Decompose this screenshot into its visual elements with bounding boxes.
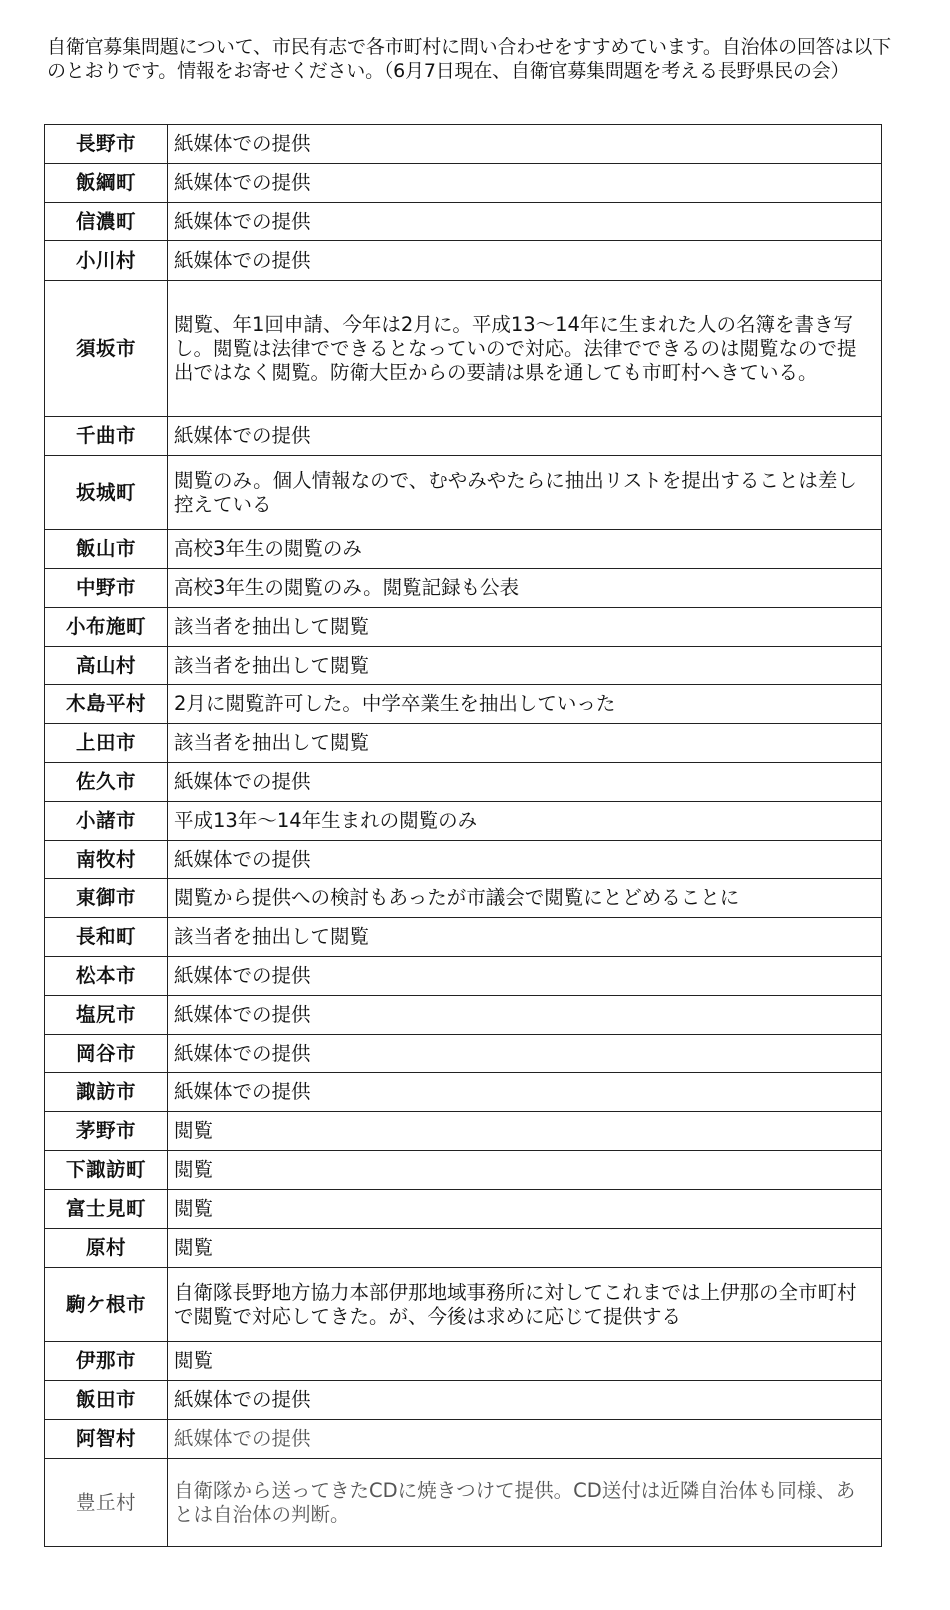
response-text: 紙媒体での提供 xyxy=(168,203,882,241)
municipality-name: 塩尻市 xyxy=(45,996,168,1035)
response-text: 紙媒体での提供 xyxy=(168,996,882,1035)
response-text: 高校3年生の閲覧のみ xyxy=(168,530,882,569)
table-row xyxy=(45,203,882,241)
table-row xyxy=(45,530,882,569)
table-row xyxy=(45,1268,882,1342)
table-row xyxy=(45,763,882,802)
intro-text: 自衛官募集問題について、市民有志で各市町村に問い合わせをすすめています。自治体の回答は以下のとおりです。情報をお寄せください。（6月7日現在、自衛官募集問題を考える長野県民の会） xyxy=(47,36,891,82)
table-row xyxy=(45,996,882,1035)
municipality-name: 木島平村 xyxy=(45,685,168,724)
table-row xyxy=(45,1229,882,1268)
table-row xyxy=(45,1035,882,1073)
table-row xyxy=(45,569,882,608)
response-text: 自衛隊長野地方協力本部伊那地域事務所に対してこれまでは上伊那の全市町村で閲覧で対応してきた。が、今後は求めに応じて提供する xyxy=(168,1268,882,1342)
municipality-name: 南牧村 xyxy=(45,841,168,879)
municipality-name: 長野市 xyxy=(45,125,168,164)
municipality-name: 伊那市 xyxy=(45,1342,168,1381)
response-text: 平成13年〜14年生まれの閲覧のみ xyxy=(168,802,882,841)
response-text: 紙媒体での提供 xyxy=(168,1073,882,1112)
municipality-name: 中野市 xyxy=(45,569,168,608)
table-row xyxy=(45,957,882,996)
table-row xyxy=(45,1381,882,1420)
response-text: 紙媒体での提供 xyxy=(168,1420,882,1459)
table-row xyxy=(45,647,882,685)
table-row xyxy=(45,281,882,417)
response-text: 紙媒体での提供 xyxy=(168,241,882,281)
municipality-name: 高山村 xyxy=(45,647,168,685)
municipality-name: 坂城町 xyxy=(45,456,168,530)
response-text: 紙媒体での提供 xyxy=(168,1035,882,1073)
municipality-name: 小諸市 xyxy=(45,802,168,841)
response-text: 該当者を抽出して閲覧 xyxy=(168,608,882,647)
table-row xyxy=(45,918,882,957)
table-row xyxy=(45,417,882,456)
municipality-name: 佐久市 xyxy=(45,763,168,802)
response-text: 紙媒体での提供 xyxy=(168,417,882,456)
table-row xyxy=(45,685,882,724)
response-text: 閲覧 xyxy=(168,1229,882,1268)
response-text: 紙媒体での提供 xyxy=(168,164,882,203)
response-text: 紙媒体での提供 xyxy=(168,763,882,802)
response-text: 閲覧 xyxy=(168,1342,882,1381)
municipality-name: 長和町 xyxy=(45,918,168,957)
table-row xyxy=(45,1342,882,1381)
response-text: 紙媒体での提供 xyxy=(168,125,882,164)
municipality-name: 茅野市 xyxy=(45,1112,168,1151)
response-text: 閲覧のみ。個人情報なので、むやみやたらに抽出リストを提出することは差し控えている xyxy=(168,456,882,530)
response-text: 閲覧 xyxy=(168,1112,882,1151)
table-row xyxy=(45,456,882,530)
response-text: 高校3年生の閲覧のみ。閲覧記録も公表 xyxy=(168,569,882,608)
table-row xyxy=(45,802,882,841)
response-text: 閲覧から提供への検討もあったが市議会で閲覧にとどめることに xyxy=(168,879,882,918)
table-row xyxy=(45,1459,882,1547)
municipality-name: 小川村 xyxy=(45,241,168,281)
municipality-name: 下諏訪町 xyxy=(45,1151,168,1190)
municipality-name: 小布施町 xyxy=(45,608,168,647)
response-text: 紙媒体での提供 xyxy=(168,841,882,879)
table-row xyxy=(45,724,882,763)
municipality-name: 東御市 xyxy=(45,879,168,918)
table-row xyxy=(45,125,882,164)
municipality-name: 飯山市 xyxy=(45,530,168,569)
municipality-name: 信濃町 xyxy=(45,203,168,241)
table-row xyxy=(45,608,882,647)
municipality-name: 富士見町 xyxy=(45,1190,168,1229)
response-text: 該当者を抽出して閲覧 xyxy=(168,724,882,763)
municipality-name: 豊丘村 xyxy=(45,1459,168,1547)
response-text: 紙媒体での提供 xyxy=(168,957,882,996)
municipality-response-table xyxy=(44,124,882,1547)
response-text: 紙媒体での提供 xyxy=(168,1381,882,1420)
municipality-name: 上田市 xyxy=(45,724,168,763)
response-text: 閲覧 xyxy=(168,1190,882,1229)
table-row xyxy=(45,241,882,281)
table-row xyxy=(45,1151,882,1190)
response-text: 閲覧、年1回申請、今年は2月に。平成13〜14年に生まれた人の名簿を書き写し。閲覧は法律でできるとなっていので対応。法律でできるのは閲覧なので提出ではなく閲覧。防衛大臣からの要請は県を通しても市町村へきている。 xyxy=(168,281,882,417)
response-text: 閲覧 xyxy=(168,1151,882,1190)
table-row xyxy=(45,1073,882,1112)
municipality-name: 須坂市 xyxy=(45,281,168,417)
municipality-name: 飯田市 xyxy=(45,1381,168,1420)
municipality-name: 原村 xyxy=(45,1229,168,1268)
municipality-name: 阿智村 xyxy=(45,1420,168,1459)
table-row xyxy=(45,164,882,203)
response-text: 自衛隊から送ってきたCDに焼きつけて提供。CD送付は近隣自治体も同様、あとは自治体の判断。 xyxy=(168,1459,882,1547)
response-text: 該当者を抽出して閲覧 xyxy=(168,647,882,685)
table-row xyxy=(45,1112,882,1151)
municipality-name: 駒ケ根市 xyxy=(45,1268,168,1342)
table-row xyxy=(45,879,882,918)
table-row xyxy=(45,1190,882,1229)
table-row xyxy=(45,841,882,879)
table-row xyxy=(45,1420,882,1459)
municipality-name: 諏訪市 xyxy=(45,1073,168,1112)
municipality-name: 飯綱町 xyxy=(45,164,168,203)
municipality-name: 松本市 xyxy=(45,957,168,996)
municipality-name: 千曲市 xyxy=(45,417,168,456)
municipality-name: 岡谷市 xyxy=(45,1035,168,1073)
response-text: 2月に閲覧許可した。中学卒業生を抽出していった xyxy=(168,685,882,724)
response-text: 該当者を抽出して閲覧 xyxy=(168,918,882,957)
